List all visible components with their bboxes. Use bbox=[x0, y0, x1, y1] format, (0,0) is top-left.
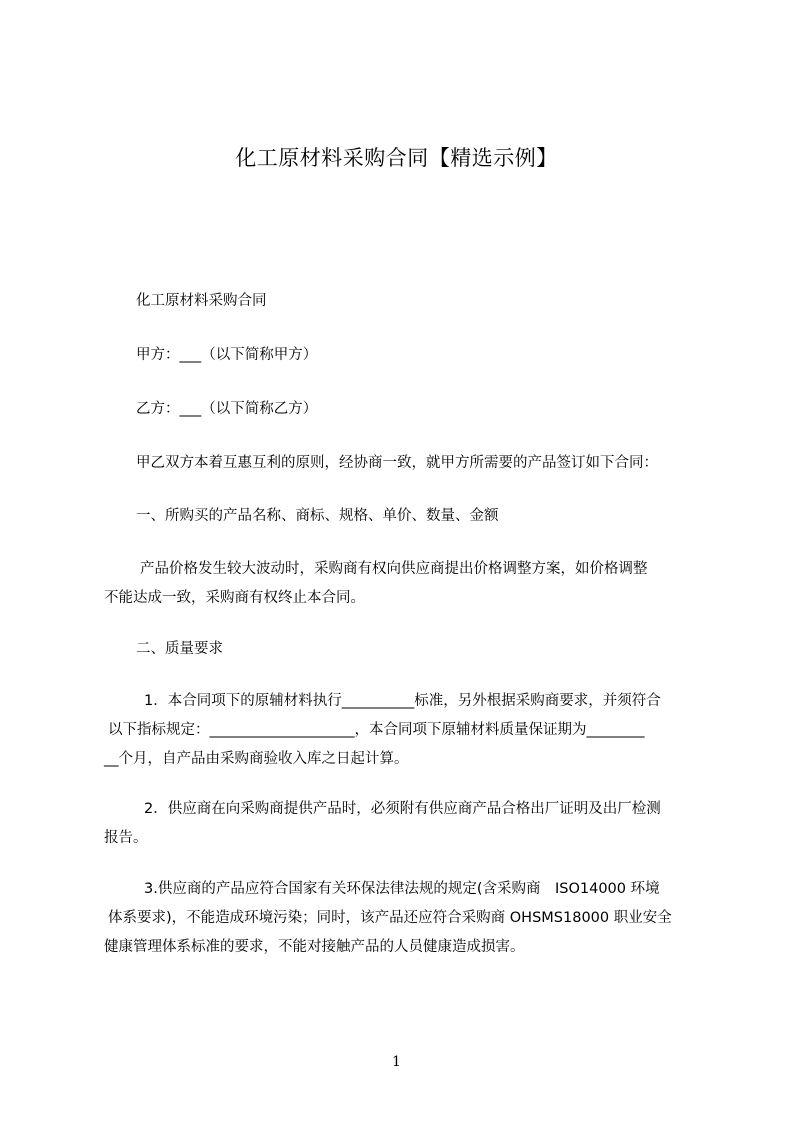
contract-name-paragraph bbox=[104, 287, 714, 316]
paragraph-line: 产品价格发生较大波动时，采购商有权向供应商提出价格调整方案，如价格调整 bbox=[140, 561, 648, 577]
paragraph-line: 以下指标规定：____________________，本合同项下原辅材料质量保证期为________ bbox=[108, 722, 645, 738]
document-title: 化工原材料采购合同【精选示例】 bbox=[235, 146, 558, 170]
section-one-heading bbox=[104, 502, 714, 531]
paragraph-line: 乙方：___（以下简称乙方） bbox=[136, 401, 318, 417]
quality-clause-3 bbox=[104, 875, 714, 962]
page-number: 1 bbox=[392, 1054, 401, 1070]
paragraph-line: 不能达成一致，采购商有权终止本合同。 bbox=[104, 590, 365, 606]
paragraph-line: 1．本合同项下的原辅材料执行__________标准，另外根据采购商要求，并须符合 bbox=[144, 693, 661, 709]
paragraph-line: 二、质量要求 bbox=[136, 641, 223, 657]
preamble-paragraph bbox=[104, 449, 714, 478]
paragraph-line: 健康管理体系标准的要求，不能对接触产品的人员健康造成损害。 bbox=[104, 939, 525, 955]
paragraph-line: __个月，自产品由采购商验收入库之日起计算。 bbox=[104, 751, 409, 767]
paragraph-line: 甲乙双方本着互惠互利的原则，经协商一致，就甲方所需要的产品签订如下合同： bbox=[136, 455, 658, 471]
paragraph-line: 甲方：___（以下简称甲方） bbox=[136, 347, 318, 363]
quality-clause-2 bbox=[104, 795, 714, 853]
party-b-paragraph bbox=[104, 395, 714, 424]
party-a-paragraph bbox=[104, 341, 714, 370]
section-two-heading bbox=[104, 635, 714, 664]
paragraph-line: 报告。 bbox=[104, 830, 148, 846]
paragraph-line: 2．供应商在向采购商提供产品时，必须附有供应商产品合格出厂证明及出厂检测 bbox=[144, 801, 661, 817]
paragraph-line: 一、所购买的产品名称、商标、规格、单价、数量、金额 bbox=[136, 508, 499, 524]
paragraph-line: 3.供应商的产品应符合国家有关环保法律法规的规定(含采购商 ISO14000 环境 bbox=[144, 881, 660, 897]
quality-clause-1 bbox=[104, 687, 714, 774]
paragraph-line: 化工原材料采购合同 bbox=[136, 293, 267, 309]
paragraph-line: 体系要求)，不能造成环境污染；同时，该产品还应符合采购商 OHSMS18000 职业安全 bbox=[108, 910, 672, 926]
price-adjustment-paragraph bbox=[104, 555, 714, 613]
